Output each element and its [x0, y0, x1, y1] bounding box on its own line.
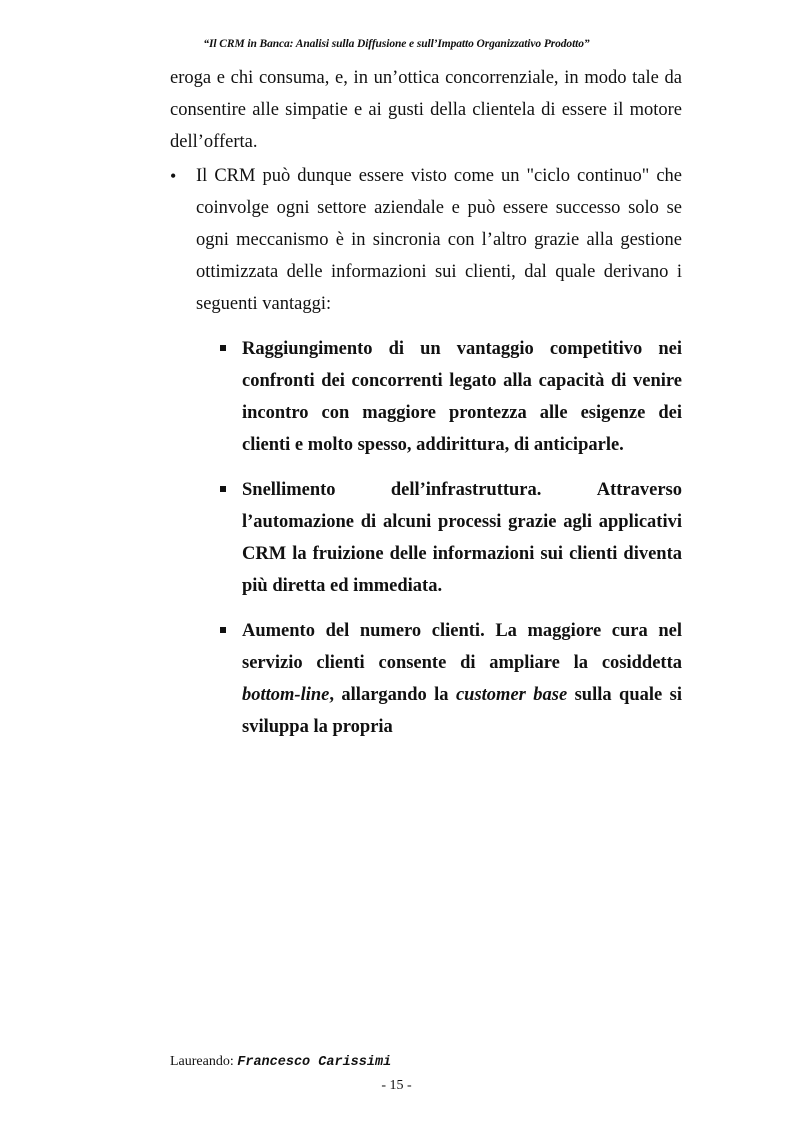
advantage-word-attraverso: Attraverso	[596, 480, 682, 500]
bullet-item	[170, 160, 682, 320]
advantage-item-clients	[242, 615, 682, 743]
advantage-text-clients-2: , allargando la	[329, 685, 456, 705]
advantage-word-snellimento: Snellimento	[242, 480, 336, 500]
advantage-text-infrastructure: l’automazione di alcuni processi grazie agli applicativi CRM la fruizione delle informazioni sui clienti diventa più diretta ed immediata.	[242, 512, 682, 596]
intro-paragraph: eroga e chi consuma, e, in un’ottica concorrenziale, in modo tale da consentire alle simpatie e ai gusti della clientela di essere il motore dell’offerta.	[170, 68, 682, 152]
advantage-text-clients-1: Aumento del numero clienti. La maggiore cura nel servizio clienti consente di ampliare la cosiddetta	[242, 621, 682, 673]
advantages-list	[242, 333, 682, 743]
square-bullet-icon	[220, 486, 226, 492]
author-name: Francesco Carissimi	[237, 1055, 392, 1070]
main-content	[170, 62, 682, 756]
document-header: “Il CRM in Banca: Analisi sulla Diffusione e sull’Impatto Organizzativo Prodotto”	[203, 38, 590, 50]
advantage-word-infrastruttura: dell’infrastruttura.	[390, 480, 542, 500]
advantage-item-competitive	[242, 333, 682, 461]
term-customer-base: customer base	[455, 685, 568, 705]
square-bullet-icon	[220, 345, 226, 351]
advantage-first-line	[242, 474, 682, 506]
term-bottom-line: bottom-line	[242, 685, 330, 705]
square-bullet-icon	[220, 627, 226, 633]
bullet-dot-icon: •	[170, 166, 177, 186]
advantage-item-infrastructure	[242, 474, 682, 602]
advantage-text-clients-3: sulla quale si sviluppa la propria	[242, 685, 682, 737]
bullet-text: Il CRM può dunque essere visto come un "ciclo continuo" che coinvolge ogni settore aziendale e può essere successo solo se ogni meccanismo è in sincronia con l’altro grazie alla gestione ottimizzata delle informazioni sui clienti, dal quale derivano i seguenti vantaggi:	[196, 166, 682, 314]
author-label: Laureando:	[170, 1054, 238, 1069]
advantage-text-competitive: Raggiungimento di un vantaggio competitivo nei confronti dei concorrenti legato alla capacità di venire incontro con maggiore prontezza alle esigenze dei clienti e molto spesso, addirittura, di anticiparle.	[242, 339, 682, 455]
footer-author	[170, 1054, 391, 1070]
page-number: - 15 -	[381, 1078, 412, 1093]
